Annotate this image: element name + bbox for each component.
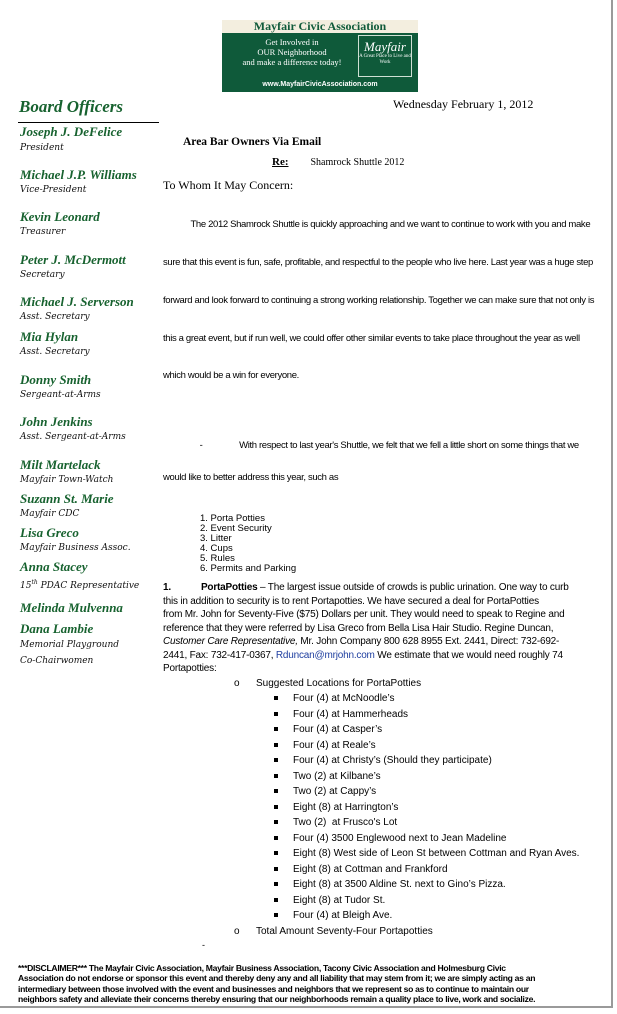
location-text: Eight (8) at 3500 Aldine St. next to Gino’s Pizza. bbox=[293, 879, 506, 891]
officer-name: Michael J. Serverson bbox=[20, 294, 134, 309]
officer-title: Asst. Sergeant-at-Arms bbox=[20, 432, 126, 442]
officer-name: Kevin Leonard bbox=[20, 209, 100, 224]
suggested-heading bbox=[234, 676, 609, 692]
list-item bbox=[274, 877, 609, 893]
officer-title bbox=[20, 577, 139, 592]
total-text: Total Amount Seventy-Four Portapotties bbox=[256, 925, 433, 937]
disclaimer bbox=[18, 963, 603, 1004]
badge-mark: Mayfair bbox=[364, 39, 406, 54]
officer-name: Mia Hylan bbox=[20, 329, 79, 344]
letter-body bbox=[163, 0, 609, 951]
text-line: We estimate that we would need roughly 74 bbox=[374, 649, 563, 661]
location-text: Eight (8) at Harrington’s bbox=[293, 801, 399, 813]
square-bullet-icon bbox=[274, 727, 278, 731]
list-item bbox=[274, 862, 609, 878]
location-text: Four (4) at Hammerheads bbox=[293, 708, 409, 720]
page-edge bbox=[0, 1006, 613, 1008]
location-text: Eight (8) at Cottman and Frankford bbox=[293, 863, 448, 875]
text-line: reference that they were referred by Lisa Greco from Bella Lisa Hair Studio. Regine Duncan, bbox=[163, 622, 554, 634]
officer-name: Lisa Greco bbox=[20, 525, 79, 540]
recipient: Area Bar Owners Via Email bbox=[183, 136, 322, 148]
logo-title: Mayfair Civic Association bbox=[222, 20, 418, 33]
square-bullet-icon bbox=[274, 882, 278, 886]
page-edge bbox=[611, 0, 613, 1008]
locations-list bbox=[274, 691, 609, 924]
location-text: Four (4) 3500 Englewood next to Jean Madeline bbox=[293, 832, 507, 844]
list-item: 3. Litter bbox=[200, 533, 232, 545]
location-text: Two (2) at Frusco's Lot bbox=[293, 817, 398, 829]
square-bullet-icon bbox=[274, 820, 278, 824]
square-bullet-icon bbox=[274, 789, 278, 793]
re-subject: Shamrock Shuttle 2012 bbox=[310, 157, 405, 168]
officer-name: Milt Martelack bbox=[20, 457, 101, 472]
title-text: PDAC Representative bbox=[37, 581, 140, 591]
list-item bbox=[274, 753, 609, 769]
square-bullet-icon bbox=[274, 758, 278, 762]
square-bullet-icon bbox=[274, 712, 278, 716]
letter-date: Wednesday February 1, 2012 bbox=[393, 97, 534, 111]
square-bullet-icon bbox=[274, 774, 278, 778]
officer-title: Sergeant-at-Arms bbox=[20, 390, 101, 400]
officer-name: Anna Stacey bbox=[20, 559, 88, 574]
issues-list bbox=[200, 514, 609, 574]
text-line: Association do not endorse or sponsor this event and thereby deny any and all liability that may stem from it; we are simply acting as an bbox=[18, 973, 536, 984]
text-line: – The largest issue outside of crowds is public urination. One way to curb bbox=[257, 582, 569, 594]
text-line: intermediary between those involved with the event and businesses and neighbors that we represent so as to continue to maintain our bbox=[18, 983, 529, 994]
list-item bbox=[274, 831, 609, 847]
location-text: Four (4) at Bleigh Ave. bbox=[293, 910, 393, 922]
location-text: Two (2) at Kilbane’s bbox=[293, 770, 381, 782]
list-item bbox=[274, 815, 609, 831]
section-heading: PortaPotties bbox=[200, 582, 258, 594]
text-line: ***DISCLAIMER*** The Mayfair Civic Association, Mayfair Business Association, Tacony Civic Association and Holmesburg Civic bbox=[18, 963, 506, 974]
officer-name: Donny Smith bbox=[20, 372, 92, 387]
text-line: Mr. John Company 800 628 8955 Ext. 2441, Direct: 732-692- bbox=[297, 636, 560, 648]
square-bullet-icon bbox=[274, 913, 278, 917]
officer-name: Michael J.P. Williams bbox=[20, 167, 137, 182]
location-text: Eight (8) at Tudor St. bbox=[293, 894, 386, 906]
text-line: Portapotties: bbox=[163, 663, 217, 675]
section-number: 1. bbox=[163, 582, 171, 594]
officer-name: Joseph J. DeFelice bbox=[20, 124, 123, 139]
officer-name: John Jenkins bbox=[20, 414, 93, 429]
respect-paragraph bbox=[163, 420, 609, 504]
officer-title: Co-Chairwomen bbox=[20, 656, 94, 666]
text-line: neighbors safety and alleviate their concerns thereby ensuring that our neighborhoods remain a quality place to live, work and socialize. bbox=[18, 993, 536, 1004]
list-item bbox=[274, 707, 609, 723]
list-item bbox=[274, 846, 609, 862]
email-link[interactable]: Rduncan@mrjohn.com bbox=[275, 649, 375, 661]
officer-title: President bbox=[20, 143, 64, 153]
square-bullet-icon bbox=[274, 898, 278, 902]
re-line bbox=[272, 154, 609, 170]
list-item: 4. Cups bbox=[200, 543, 233, 555]
text-line: would like to better address this year, such as bbox=[163, 471, 339, 483]
officer-name: Melinda Mulvenna bbox=[20, 600, 123, 615]
officer-title: Mayfair CDC bbox=[20, 509, 80, 519]
square-bullet-icon bbox=[274, 743, 278, 747]
officer-name: Suzann St. Marie bbox=[20, 491, 114, 506]
officer-title: Mayfair Business Assoc. bbox=[20, 543, 131, 553]
list-item: 2. Event Security bbox=[200, 523, 272, 535]
officer-title: Asst. Secretary bbox=[20, 347, 90, 357]
officer-name: Dana Lambie bbox=[20, 621, 94, 636]
square-bullet-icon bbox=[274, 851, 278, 855]
square-bullet-icon bbox=[274, 696, 278, 700]
location-text: Eight (8) West side of Leon St between Cottman and Ryan Aves. bbox=[293, 848, 580, 860]
location-text: Two (2) at Cappy’s bbox=[293, 786, 377, 798]
text-line: this in addition to security is to rent Portapotties. We have secured a deal for PortaPotties bbox=[163, 595, 539, 607]
officer-title: Vice-President bbox=[20, 185, 87, 195]
re-label: Re: bbox=[272, 156, 289, 168]
text-line: sure that this event is fun, safe, profitable, and respectful to the people who live here. Last year was a huge step bbox=[163, 256, 593, 268]
list-item: 1. Porta Potties bbox=[200, 513, 265, 525]
officer-title: Memorial Playground bbox=[20, 640, 119, 650]
total-line bbox=[234, 924, 609, 940]
list-item bbox=[274, 784, 609, 800]
location-text: Four (4) at Casper’s bbox=[293, 724, 383, 736]
officer-title: Secretary bbox=[20, 270, 65, 280]
circle-bullet-icon: o bbox=[234, 677, 240, 689]
square-bullet-icon bbox=[274, 836, 278, 840]
logo-url: www.MayfairCivicAssociation.com bbox=[262, 81, 378, 88]
list-item: 5. Rules bbox=[200, 553, 235, 565]
officer-title: Mayfair Town-Watch bbox=[20, 475, 114, 485]
location-text: Four (4) at McNoodle’s bbox=[293, 693, 395, 705]
text-line: this a great event, but if run well, we could offer other similar events to take place throughout the year as well bbox=[163, 332, 580, 344]
title-num: 15 bbox=[20, 581, 32, 591]
text-line: - With respect to last year's Shuttle, we felt that we fell a little short on some things that we bbox=[163, 440, 579, 452]
sub-heading: Suggested Locations for PortaPotties bbox=[256, 677, 422, 689]
location-text: Four (4) at Christy’s (Should they participate) bbox=[293, 755, 492, 767]
section-portapotties bbox=[163, 581, 609, 676]
officer-title: Treasurer bbox=[20, 227, 66, 237]
dash: - bbox=[202, 940, 205, 951]
list-item bbox=[274, 691, 609, 707]
salutation: To Whom It May Concern: bbox=[163, 178, 294, 192]
officer-name: Peter J. McDermott bbox=[20, 252, 126, 267]
tagline-line: and make a difference today! bbox=[242, 57, 342, 67]
list-item: 6. Permits and Parking bbox=[200, 563, 297, 575]
badge-sub: A Great Place to Live and Work bbox=[359, 54, 411, 65]
tagline-line: Get Involved in bbox=[265, 37, 319, 47]
circle-bullet-icon: o bbox=[234, 925, 240, 937]
list-item bbox=[274, 738, 609, 754]
list-item bbox=[274, 722, 609, 738]
intro-paragraph bbox=[163, 194, 609, 408]
list-item bbox=[274, 800, 609, 816]
text-line: forward and look forward to continuing a strong working relationship. Together we can make sure that not only is bbox=[163, 294, 595, 306]
title-sup: th bbox=[31, 579, 38, 586]
square-bullet-icon bbox=[274, 805, 278, 809]
text-line: from Mr. John for Seventy-Five ($75) Dollars per unit. They would need to speak to Regine and bbox=[163, 609, 565, 621]
contact-title: Customer Care Representative, bbox=[163, 636, 298, 648]
text-line: which would be a win for everyone. bbox=[163, 370, 299, 382]
square-bullet-icon bbox=[274, 867, 278, 871]
list-item bbox=[274, 769, 609, 785]
tagline-line: OUR Neighborhood bbox=[257, 47, 327, 57]
text-line: 2441, Fax: 732-417-0367, bbox=[163, 649, 276, 661]
list-item bbox=[274, 893, 609, 909]
location-text: Four (4) at Reale’s bbox=[293, 739, 376, 751]
text-line: The 2012 Shamrock Shuttle is quickly approaching and we want to continue to work with you and make bbox=[163, 219, 591, 231]
divider bbox=[18, 122, 159, 123]
board-officers-heading: Board Officers bbox=[19, 97, 124, 116]
officer-title: Asst. Secretary bbox=[20, 312, 90, 322]
list-item bbox=[274, 908, 609, 924]
